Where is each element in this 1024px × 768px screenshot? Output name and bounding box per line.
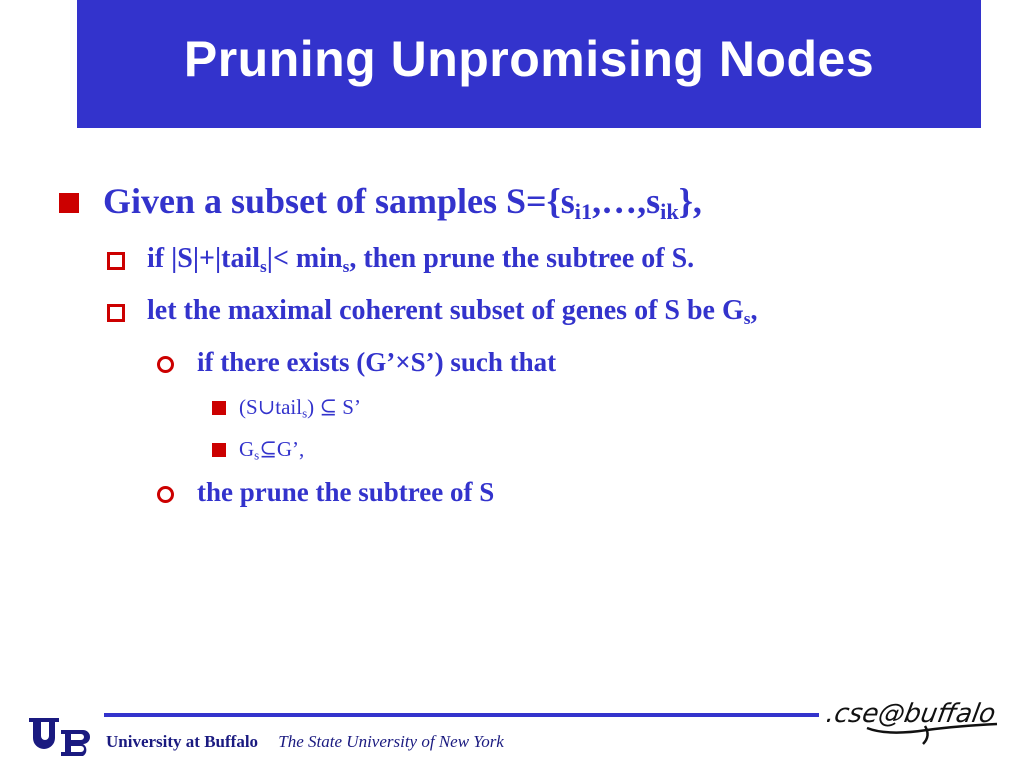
- footer-rule: [104, 713, 819, 717]
- title-bar: [77, 0, 981, 128]
- hollow-square-bullet-icon: [107, 304, 125, 322]
- ub-logo: [27, 716, 97, 761]
- bullet-given-subset: Given a subset of samples $S=\{s_{i1},\dots,s_{ik}\}$,: [103, 181, 702, 225]
- bullet-prune-subtree: the prune the subtree of S: [197, 477, 495, 507]
- bullet-union-subset: (S∪tail$_s$) ⊆ S’: [239, 395, 361, 421]
- footer-state: The State University of New York: [278, 732, 504, 751]
- hollow-square-bullet-icon: [107, 252, 125, 270]
- svg-text:.cse@buffalo: .cse@buffalo: [827, 699, 998, 729]
- hollow-circle-bullet-icon: [157, 486, 174, 503]
- slide-title: Pruning Unpromising Nodes: [183, 31, 875, 87]
- cse-buffalo-logo: [827, 688, 1007, 757]
- hollow-circle-bullet-icon: [157, 356, 174, 373]
- bullet-if-exists: if there exists (G’×S’) such that: [197, 347, 557, 377]
- square-bullet-icon: [59, 193, 79, 213]
- bullet-gs-subset: $G_s⊆G$’,: [239, 437, 305, 463]
- small-square-bullet-icon: [212, 401, 226, 415]
- bullet-maximal-coherent: let the maximal coherent subset of genes of S be $G_s$,: [147, 295, 758, 328]
- small-square-bullet-icon: [212, 443, 226, 457]
- bullet-prune-condition: if |S|+|tail$_s$|< $\min_s$, then prune the subtree of S.: [147, 243, 695, 276]
- footer-text: [106, 732, 504, 752]
- footer-university: University at Buffalo: [106, 732, 259, 751]
